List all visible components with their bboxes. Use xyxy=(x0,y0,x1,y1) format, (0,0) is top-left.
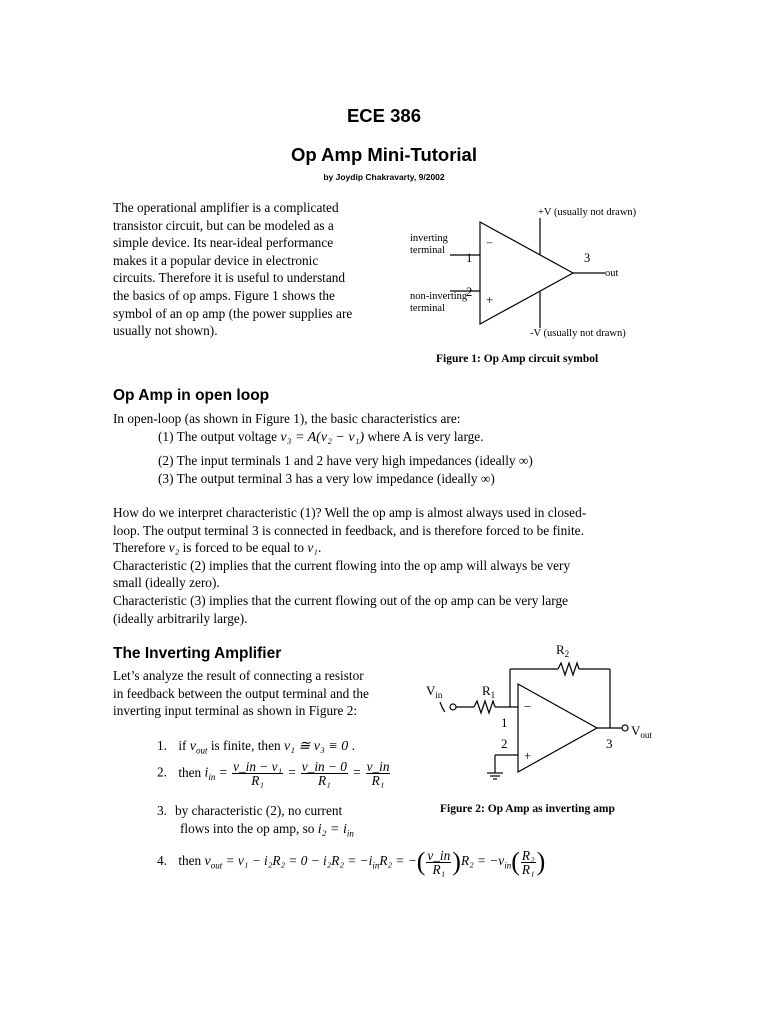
out-label: out xyxy=(605,268,619,279)
interpretation-line: small (ideally zero). xyxy=(113,575,220,591)
inverting-amplifier-heading: The Inverting Amplifier xyxy=(113,645,282,662)
r2-resistor xyxy=(558,663,579,675)
r1-resistor xyxy=(474,701,495,713)
vin-label: $V_{in}$ xyxy=(426,683,443,700)
course-title: ECE 386 xyxy=(346,105,422,126)
characteristic-1-text: (1) The output voltage xyxy=(158,429,281,444)
math: R₂ = − xyxy=(379,853,417,869)
step-4: 4. then $v_{out} = v_1 - i_2R_2 = 0 - i_2R_2 = -i_{in}R_2$ = −( $\frac{v\_in}{\text{R₁}}$ )$R_2 = -v_{in}$( $\frac{\text{R₂}}{\text{R₁}}$ ) xyxy=(157,847,546,877)
step-number: 2. xyxy=(157,764,167,780)
text: . xyxy=(317,540,322,556)
intro-line: circuits. Therefore it is useful to understand xyxy=(113,270,346,286)
text: is forced to be equal to xyxy=(179,540,308,556)
math: R₂ = −v xyxy=(460,853,505,869)
math: v₁ ≅ v₃ ≡ 0 xyxy=(283,739,349,754)
intro-line: simple device. Its near-ideal performance xyxy=(113,235,334,251)
interpretation-line: (ideally arbitrarily large). xyxy=(113,610,248,626)
numerator: v_in xyxy=(366,759,390,774)
math: i xyxy=(204,765,209,781)
interpretation-line: loop. The output terminal 3 is connected in feedback, and is therefore forced to be finite. xyxy=(113,522,584,538)
vin-wave xyxy=(440,702,445,712)
characteristic-1-text: where A is very large. xyxy=(364,429,484,444)
math: i₂ = i xyxy=(317,821,347,837)
figure-1-caption: Figure 1: Op Amp circuit symbol xyxy=(436,353,599,365)
math: = v₁ − i₂R₂ = 0 − i₂R₂ = −i xyxy=(222,853,373,869)
pin-3-label: 3 xyxy=(606,736,613,751)
op-amp-triangle xyxy=(480,222,573,324)
open-loop-heading: Op Amp in open loop xyxy=(113,387,270,404)
minus-sign: − xyxy=(486,236,494,250)
pin-1-label: 1 xyxy=(466,251,473,265)
characteristic-1 xyxy=(158,429,484,446)
characteristic-2: (2) The input terminals 1 and 2 have very high impedances (ideally ∞) xyxy=(158,453,533,468)
fraction xyxy=(426,849,451,876)
r1-label: $R_1$ xyxy=(482,683,496,700)
text: by characteristic (2), no current xyxy=(174,803,343,818)
math-subscript: out xyxy=(195,745,208,756)
noninverting-label: terminal xyxy=(410,303,445,314)
inverting-intro-line: Let’s analyze the result of connecting a resistor xyxy=(113,668,364,683)
numerator: R₂ xyxy=(521,847,535,863)
fraction xyxy=(366,760,391,787)
open-loop-intro: In open-loop (as shown in Figure 1), the basic characteristics are: xyxy=(113,411,461,426)
pin-2-label: 2 xyxy=(466,285,473,299)
pin-3-label: 3 xyxy=(584,251,591,265)
page-title: Op Amp Mini-Tutorial xyxy=(290,144,477,165)
figure-2-caption: Figure 2: Op Amp as inverting amp xyxy=(440,803,615,815)
intro-line: the basics of op amps. Figure 1 shows the xyxy=(113,287,335,303)
text: then xyxy=(178,853,205,869)
text: then xyxy=(178,764,205,780)
fraction xyxy=(301,760,348,787)
plus-sign: + xyxy=(524,748,532,763)
interpretation-line: Characteristic (3) implies that the current flowing out of the op amp can be very large xyxy=(113,592,569,608)
inverting-intro xyxy=(113,667,413,720)
interpretation-paragraph xyxy=(113,504,673,627)
noninverting-label: non-inverting xyxy=(410,291,468,302)
math: v xyxy=(204,854,211,870)
byline: by Joydip Chakravarty, 9/2002 xyxy=(323,172,445,182)
math: v xyxy=(189,739,196,754)
step-3 xyxy=(157,802,354,843)
minus-sign: − xyxy=(524,699,532,714)
intro-line: transistor circuit, but can be modeled as a xyxy=(113,217,334,233)
numerator: v_in − v₁ xyxy=(233,759,283,774)
r2-label: $R_2$ xyxy=(556,642,570,659)
step-1 xyxy=(157,738,355,756)
denominator: R₁ xyxy=(317,773,331,788)
intro-line: usually not shown). xyxy=(113,323,218,339)
math-subscript: in xyxy=(372,860,380,871)
intro-paragraph xyxy=(113,199,393,340)
inverting-amplifier-figure xyxy=(420,640,660,790)
vminus-label: -V (usually not drawn) xyxy=(530,328,626,339)
fraction xyxy=(232,760,283,787)
intro-line: symbol of an op amp (the power supplies are xyxy=(113,305,353,321)
text: if xyxy=(178,738,190,753)
text: is finite, then xyxy=(207,738,284,753)
denominator: R₁ xyxy=(371,773,385,788)
text: flows into the op amp, so xyxy=(180,820,318,836)
text: Therefore xyxy=(113,540,169,556)
numerator: v_in − 0 xyxy=(301,759,347,774)
v2-symbol: v₂ xyxy=(168,540,180,556)
step-number: 4. xyxy=(157,853,167,869)
math-subscript: in xyxy=(504,860,512,871)
inverting-label: terminal xyxy=(410,245,445,256)
interpretation-line: Characteristic (2) implies that the current flowing into the op amp will always be very xyxy=(113,557,571,573)
op-amp-symbol-figure xyxy=(400,200,650,345)
vout-label: $V_{out}$ xyxy=(631,723,652,740)
denominator: R₁ xyxy=(251,773,264,788)
inverting-intro-line: inverting input terminal as shown in Figure 2: xyxy=(113,703,358,719)
vout-terminal xyxy=(622,725,628,731)
vin-terminal xyxy=(450,704,456,710)
pin-1-label: 1 xyxy=(501,715,508,730)
plus-sign: + xyxy=(486,293,494,307)
math-subscript: in xyxy=(208,772,216,783)
intro-line: The operational amplifier is a complicated xyxy=(113,200,339,215)
v1-symbol: v₁ xyxy=(307,540,318,556)
interpretation-line: How do we interpret characteristic (1)? Well the op amp is almost always used in closed- xyxy=(113,505,587,520)
fraction xyxy=(521,849,536,876)
numerator: v_in xyxy=(427,847,451,863)
text: . xyxy=(348,738,355,753)
denominator: R₁ xyxy=(521,861,535,877)
step-number: 1. xyxy=(157,738,167,753)
step-2: 2. then $i_{in}$ = $\frac{\text{v\_in − v₁}}{\text{R₁}}$ = $\frac{v\_in - 0}{\text{R₁}}$ = $\frac{v\_in}{\text{R₁}}$ xyxy=(157,759,390,788)
math-subscript: out xyxy=(210,860,223,871)
denominator: R₁ xyxy=(432,861,446,877)
intro-line: makes it a popular device in electronic xyxy=(113,252,319,268)
vplus-label: +V (usually not drawn) xyxy=(538,207,637,218)
step-number: 3. xyxy=(157,803,167,818)
math-subscript: in xyxy=(346,828,354,839)
characteristic-3: (3) The output terminal 3 has a very low impedance (ideally ∞) xyxy=(158,471,495,486)
characteristic-1-equation: v₃ = A(v₂ − v₁) xyxy=(280,430,365,445)
inverting-intro-line: in feedback between the output terminal and the xyxy=(113,685,369,701)
inverting-label: inverting xyxy=(410,233,448,244)
pin-2-label: 2 xyxy=(501,736,508,751)
interpretation-line xyxy=(113,539,673,557)
